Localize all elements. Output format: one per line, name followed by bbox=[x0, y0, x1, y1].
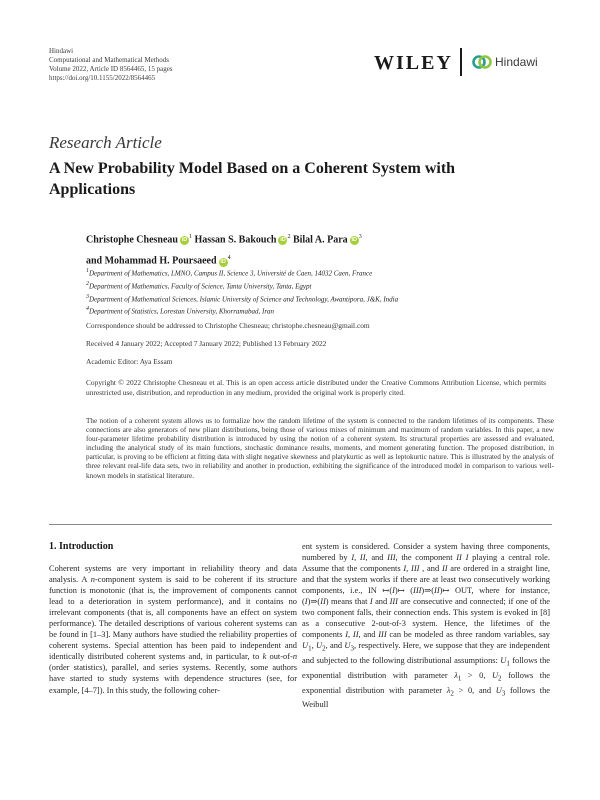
body-column-left: Coherent systems are very important in reliability theory and data analysis. A n-component system is said to be coherent if its structure function is monotonic (that is, the improvement of components cannot lead to a deterioration in system performance), and it contains no irrelevant components (that is, all components have an effect on system performance). The detailed descriptions of various coherent systems can be found in [1–3]. Many authors have studied the reliability properties of coherent systems. Special attention has been paid to independent and identically distributed coherent systems and, in particular, to k out-of-n (order statistics), parallel, and series systems. Recently, some authors have started to study systems with dependence structures (see, for example, [4–7]). In this study, the following coher- bbox=[49, 564, 297, 695]
dates-line: Received 4 January 2022; Accepted 7 January 2022; Published 13 February 2022 bbox=[86, 339, 327, 348]
author-name[interactable]: Hassan S. Bakouch bbox=[194, 234, 277, 246]
article-type: Research Article bbox=[49, 133, 162, 152]
affil-sup: 4 bbox=[86, 306, 89, 313]
academic-editor: Academic Editor: Aya Essam bbox=[86, 357, 173, 366]
author-list bbox=[86, 228, 516, 271]
author-name[interactable]: Christophe Chesneau bbox=[86, 234, 178, 246]
author-affil-sup: 4 bbox=[227, 255, 231, 262]
affiliation-item bbox=[86, 279, 546, 292]
affil-text: Department of Statistics, Lorestan University, Khorramabad, Iran bbox=[89, 307, 275, 316]
affil-text: Department of Mathematics, Faculty of Science, Tanta University, Tanta, Egypt bbox=[89, 282, 312, 291]
body-column-right: ent system is considered. Consider a system having three components, numbered by I, II, and III, the component II I playing a central role. Assume that the components I, III , and II are ordered in a straight line, and that the system works if there are at least two consecutively working components, i.e., IN ↦(I)↦ (III)⇒(II)↦ OUT, where for instance, (I)⇒(II) means that I and III are consecutive and connected; if one of the two component falls, their connection ends. This system is evoked in [8] as a consecutive 2-out-of-3 system. Hence, the lifetimes of the components I, II, and III can be modeled as three random variables, say $U_1$, $U_2$, and $U_3$, respectively. Here, we suppose that they are independent and subjected to the following distributional assumptions: $U_1$ follows the exponential distribution with parameter $\lambda_1 > 0$, $U_2$ follows the exponential distribution with parameter $\lambda_2 > 0$, and $U_3$ follows the Weibull bbox=[302, 542, 551, 710]
journal-info bbox=[49, 47, 173, 83]
section-divider bbox=[49, 524, 552, 525]
author-affil-sup: 1 bbox=[188, 234, 192, 240]
orcid-icon[interactable]: iD bbox=[351, 237, 357, 244]
hindawi-logo-icon bbox=[472, 53, 492, 71]
section-heading: 1. Introduction bbox=[49, 541, 114, 552]
abstract-text: The notion of a coherent system allows us to formalize how the random lifetime of the system is connected to the random lifetimes of its components. These connections are also generators of new pliant distributions, being those of various mixes of minimum and maximum of random variables. In this paper, a new four-parameter lifetime probability distribution is introduced by using the notion of a coherent system. Its structural properties are assessed and evaluated, including the analytical study of its main functions, stochastic dominance results, moments, and moment generating function. The proposed distribution, in particular, is proving to be efficient at fitting data with slight negative skewness and platykurtic as well as leptokurtic nature. This is illustrated by the analysis of three relevant real-life data sets, two in reliability and another in production, exhibiting the significance of the introduced model in comparison to various well-known models in statistical literature. bbox=[86, 417, 554, 480]
affiliation-list bbox=[86, 266, 546, 317]
author-affil-sup: 2 bbox=[287, 234, 291, 240]
affil-text: Department of Mathematical Sciences, Islamic University of Science and Technology, Awantipora, J&K, India bbox=[89, 294, 399, 303]
affiliation-item bbox=[86, 292, 546, 305]
logo-divider bbox=[460, 48, 462, 76]
orcid-icon[interactable]: iD bbox=[220, 258, 226, 265]
doi-link[interactable]: https://doi.org/10.1155/2022/8564465 bbox=[49, 74, 156, 82]
author-name[interactable]: Bilal A. Para bbox=[292, 234, 348, 246]
volume-line: Volume 2022, Article ID 8564465, 15 pages bbox=[49, 65, 173, 73]
affil-text: Department of Mathematics, LMNO, Campus II, Science 3, Université de Caen, 14032 Caen, France bbox=[89, 269, 373, 278]
hindawi-logo-text: Hindawi bbox=[495, 55, 538, 69]
author-name[interactable]: and Mohammad H. Poursaeed bbox=[86, 255, 217, 267]
affiliation-item bbox=[86, 304, 546, 317]
orcid-icon[interactable]: iD bbox=[280, 237, 286, 244]
correspondence-line: Correspondence should be addressed to Christophe Chesneau; christophe.chesneau@gmail.com bbox=[86, 321, 370, 330]
affiliation-item bbox=[86, 266, 546, 279]
publisher-name: Hindawi bbox=[49, 47, 74, 55]
author-affil-sup: 3 bbox=[358, 234, 362, 240]
copyright-notice: Copyright © 2022 Christophe Chesneau et al. This is an open access article distributed under the Creative Commons Attribution License, which permits unrestricted use, distribution, and reproduction in any medium, provided the original work is properly cited. bbox=[86, 378, 546, 397]
affil-sup: 2 bbox=[86, 280, 89, 287]
affil-sup: 3 bbox=[86, 293, 89, 300]
journal-name: Computational and Mathematical Methods bbox=[49, 56, 169, 64]
article-title: A New Probability Model Based on a Coherent System with Applications bbox=[49, 160, 456, 198]
wiley-logo: WILEY bbox=[374, 52, 453, 74]
orcid-icon[interactable]: iD bbox=[181, 237, 188, 244]
affil-sup: 1 bbox=[86, 268, 89, 274]
